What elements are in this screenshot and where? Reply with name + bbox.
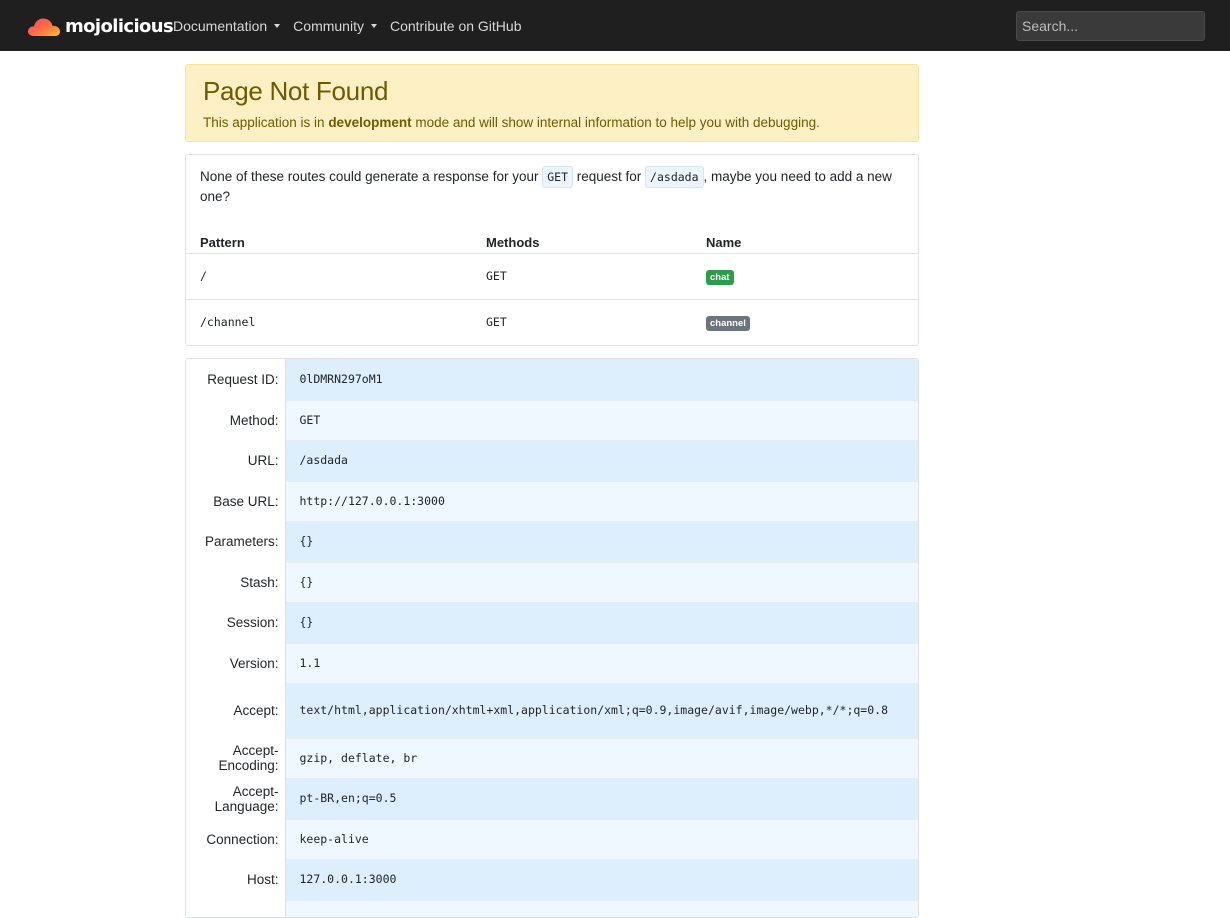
table-row — [186, 819, 918, 859]
table-row — [186, 481, 918, 521]
info-value: text/html,application/xhtml+xml,application/xml;q=0.9,image/avif,image/webp,*/*;q=0.8 — [286, 683, 918, 738]
alert-text-after: mode and will show internal information to help you with debugging. — [411, 115, 820, 130]
routes-table-header — [186, 235, 918, 253]
routes-table — [186, 235, 918, 345]
routes-msg-middle: request for — [573, 169, 646, 184]
table-row — [186, 859, 918, 900]
chevron-down-icon — [371, 24, 377, 28]
info-key: Version: — [186, 643, 286, 683]
search-input[interactable] — [1016, 11, 1205, 41]
route-name-badge: chat — [706, 270, 734, 285]
info-key: Method: — [186, 400, 286, 440]
route-pattern: /channel — [200, 315, 256, 330]
table-row — [186, 900, 918, 918]
nav-documentation[interactable] — [173, 18, 280, 34]
main-nav — [173, 0, 535, 51]
routes-message — [200, 167, 906, 206]
info-value: 0lDMRN297oM1 — [286, 359, 918, 400]
route-name-cell — [692, 299, 918, 345]
info-key: Request ID: — [186, 359, 286, 400]
info-key: Host: — [186, 859, 286, 900]
table-row — [186, 299, 918, 345]
info-key: Stash: — [186, 562, 286, 602]
info-value: gzip, deflate, br — [286, 738, 918, 778]
brand-logo-link[interactable] — [27, 14, 173, 38]
route-name-cell — [692, 253, 918, 299]
table-row — [186, 562, 918, 602]
table-row — [186, 602, 918, 643]
nav-contribute-github[interactable] — [390, 18, 522, 34]
routes-panel — [185, 154, 919, 346]
route-pattern: / — [186, 253, 472, 299]
table-row — [186, 400, 918, 440]
alert-text-before: This application is in — [203, 115, 329, 130]
table-row — [186, 521, 918, 562]
table-row — [186, 440, 918, 481]
info-value: keep-alive — [286, 819, 918, 859]
info-key: URL: — [186, 440, 286, 481]
route-name-badge: channel — [706, 316, 750, 331]
top-navbar — [0, 0, 1230, 51]
nav-documentation-label: Documentation — [173, 17, 268, 34]
table-row — [186, 253, 918, 299]
info-value: {} — [286, 521, 918, 562]
info-key: Connection: — [186, 819, 286, 859]
info-value: {} — [286, 602, 918, 643]
info-value — [286, 900, 918, 918]
header-name: Name — [692, 235, 918, 253]
cloud-logo-icon — [27, 15, 61, 37]
info-value: /asdada — [286, 440, 918, 481]
info-key: Accept-Language: — [186, 778, 286, 819]
brand-name: mojolicious — [65, 15, 174, 37]
header-methods: Methods — [472, 235, 692, 253]
info-value: pt-BR,en;q=0.5 — [286, 778, 918, 819]
nav-community[interactable] — [293, 18, 377, 34]
info-value: http://127.0.0.1:3000 — [286, 481, 918, 521]
alert-mode: development — [328, 115, 412, 130]
table-row — [186, 359, 918, 400]
header-pattern: Pattern — [186, 235, 472, 253]
info-value: 1.1 — [286, 643, 918, 683]
info-value: GET — [286, 400, 918, 440]
table-row — [186, 778, 918, 819]
info-value: 127.0.0.1:3000 — [286, 859, 918, 900]
request-info-panel — [185, 358, 919, 918]
info-key: Base URL: — [186, 481, 286, 521]
not-found-alert — [185, 64, 919, 142]
info-key — [186, 900, 286, 918]
alert-message — [203, 115, 820, 130]
table-row — [186, 683, 918, 738]
info-key: Accept: — [186, 683, 286, 738]
info-key: Parameters: — [186, 521, 286, 562]
request-method-code: GET — [542, 166, 573, 188]
table-row — [186, 643, 918, 683]
routes-msg-after: , maybe you need to add a new one? — [200, 169, 892, 204]
info-value: {} — [286, 562, 918, 602]
info-key: Session: — [186, 602, 286, 643]
routes-msg-before: None of these routes could generate a response for your — [200, 169, 543, 184]
chevron-down-icon — [274, 24, 280, 28]
page-title: Page Not Found — [203, 76, 389, 106]
request-path-code: /asdada — [645, 166, 703, 188]
nav-community-label: Community — [293, 17, 364, 34]
route-methods: GET — [472, 253, 692, 299]
nav-contribute-label: Contribute on GitHub — [389, 17, 522, 34]
table-row — [186, 738, 918, 778]
request-info-table — [186, 359, 918, 918]
route-methods: GET — [486, 315, 507, 330]
info-key: Accept-Encoding: — [186, 738, 286, 778]
